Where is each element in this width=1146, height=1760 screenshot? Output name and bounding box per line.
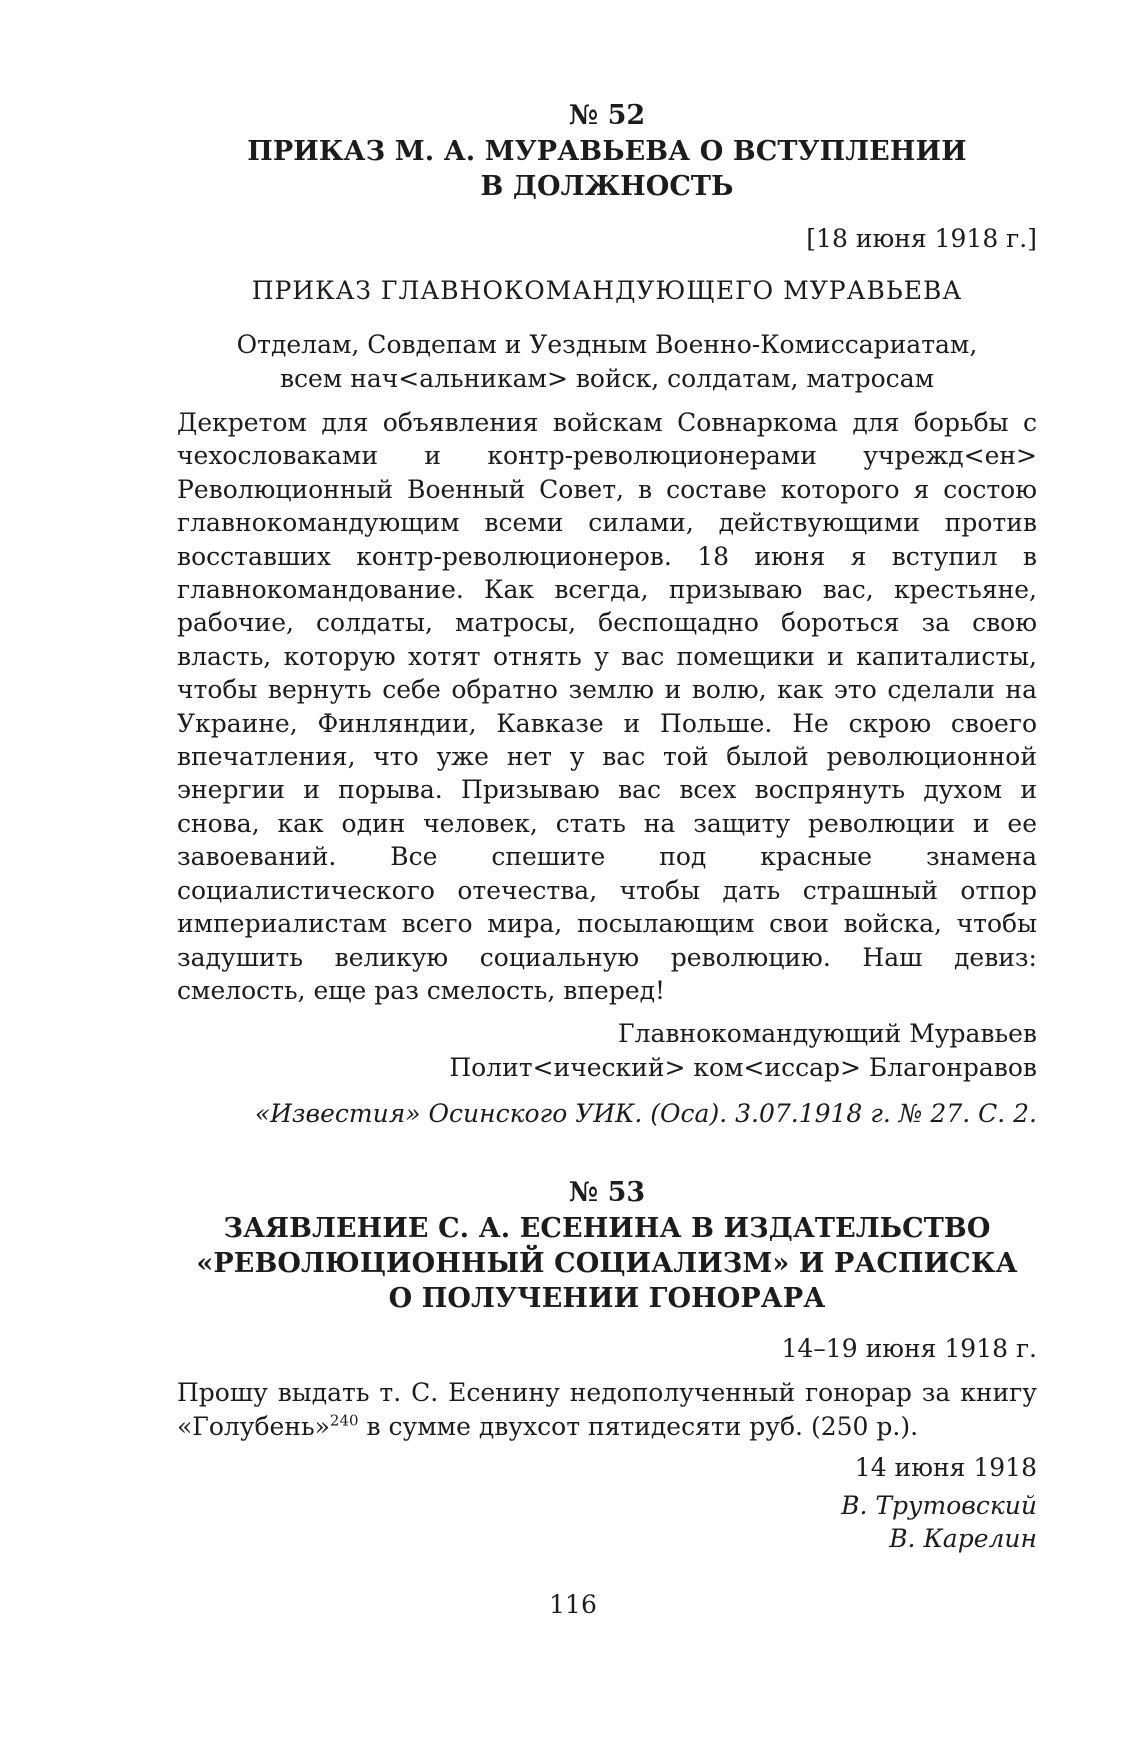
page-number: 116 [549, 1590, 597, 1619]
footnote-reference: 240 [329, 1411, 359, 1430]
signature-commander: Главнокомандующий Муравьев [618, 1019, 1037, 1049]
request-body [177, 1376, 1037, 1443]
address-line-2: всем нач<альникам> войск, солдатам, матросам [279, 364, 935, 393]
page-content [177, 98, 1037, 1555]
order-body: Декретом для объявления войскам Совнаркома для борьбы с чехословаками и контр-революционерами учрежд<ен> Революционный Военный Совет, в составе которого я состою главнокомандующим всеми силами, действующими против восставших контр-революционеров. 18 июня я вступил в главнокомандование. Как всегда, призываю вас, крестьяне, рабочие, солдаты, матросы, беспощадно бороться за свою власть, которую хотят отнять у вас помещики и капиталисты, чтобы вернуть себе обратно землю и волю, как это сделали на Украине, Финляндии, Кавказе и Польше. Не скрою своего впечатления, что уже нет у вас той былой революционной энергии и порыва. Призываю вас всех воспрянуть духом и снова, как один человек, стать на защиту революции и ее завоеваний. Все спешите под красные знамена социалистического отечества, чтобы дать страшный отпор империалистам всего мира, посылающим свои войска, чтобы задушить великую социальную революцию. Наш девиз: смелость, еще раз смелость, вперед! [177, 408, 1037, 1005]
signature-commissar: Полит<ический> ком<иссар> Благонравов [449, 1053, 1037, 1083]
document-title-line-2: «РЕВОЛЮЦИОННЫЙ СОЦИАЛИЗМ» И РАСПИСКА [196, 1248, 1018, 1280]
request-body-part-1: Прошу выдать т. С. Есенину недополученный гонорар за книгу «Голубень» [177, 1378, 1037, 1441]
document-title-line-1: ПРИКАЗ М. А. МУРАВЬЕВА О ВСТУПЛЕНИИ [247, 136, 967, 167]
signature-trutovsky: В. Трутовский [841, 1491, 1037, 1521]
signature-karelin: В. Карелин [889, 1524, 1037, 1554]
order-heading: ПРИКАЗ ГЛАВНОКОМАНДУЮЩЕГО МУРАВЬЕВА [251, 276, 963, 305]
document-title-line-1: ЗАЯВЛЕНИЕ С. А. ЕСЕНИНА В ИЗДАТЕЛЬСТВО [223, 1213, 991, 1245]
document-title-line-3: О ПОЛУЧЕНИИ ГОНОРАРА [388, 1283, 826, 1315]
request-body-part-2: в сумме двухсот пятидесяти руб. (250 р.). [358, 1411, 919, 1441]
request-date: 14 июня 1918 [854, 1453, 1037, 1483]
document-number: № 52 [568, 100, 646, 131]
document-53 [177, 1175, 1037, 1555]
address-line-1: Отделам, Совдепам и Уездным Военно-Комиссариатам, [236, 330, 978, 359]
document-title-line-2: В ДОЛЖНОСТЬ [480, 171, 734, 202]
document-52 [177, 98, 1037, 1131]
document-number: № 53 [568, 1177, 646, 1209]
document-date: 14–19 июня 1918 г. [781, 1334, 1037, 1364]
source-citation: «Известия» Осинского УИК. (Оса). 3.07.1918 г. № 27. С. 2. [254, 1099, 1037, 1129]
document-date: [18 июня 1918 г.] [806, 224, 1037, 253]
